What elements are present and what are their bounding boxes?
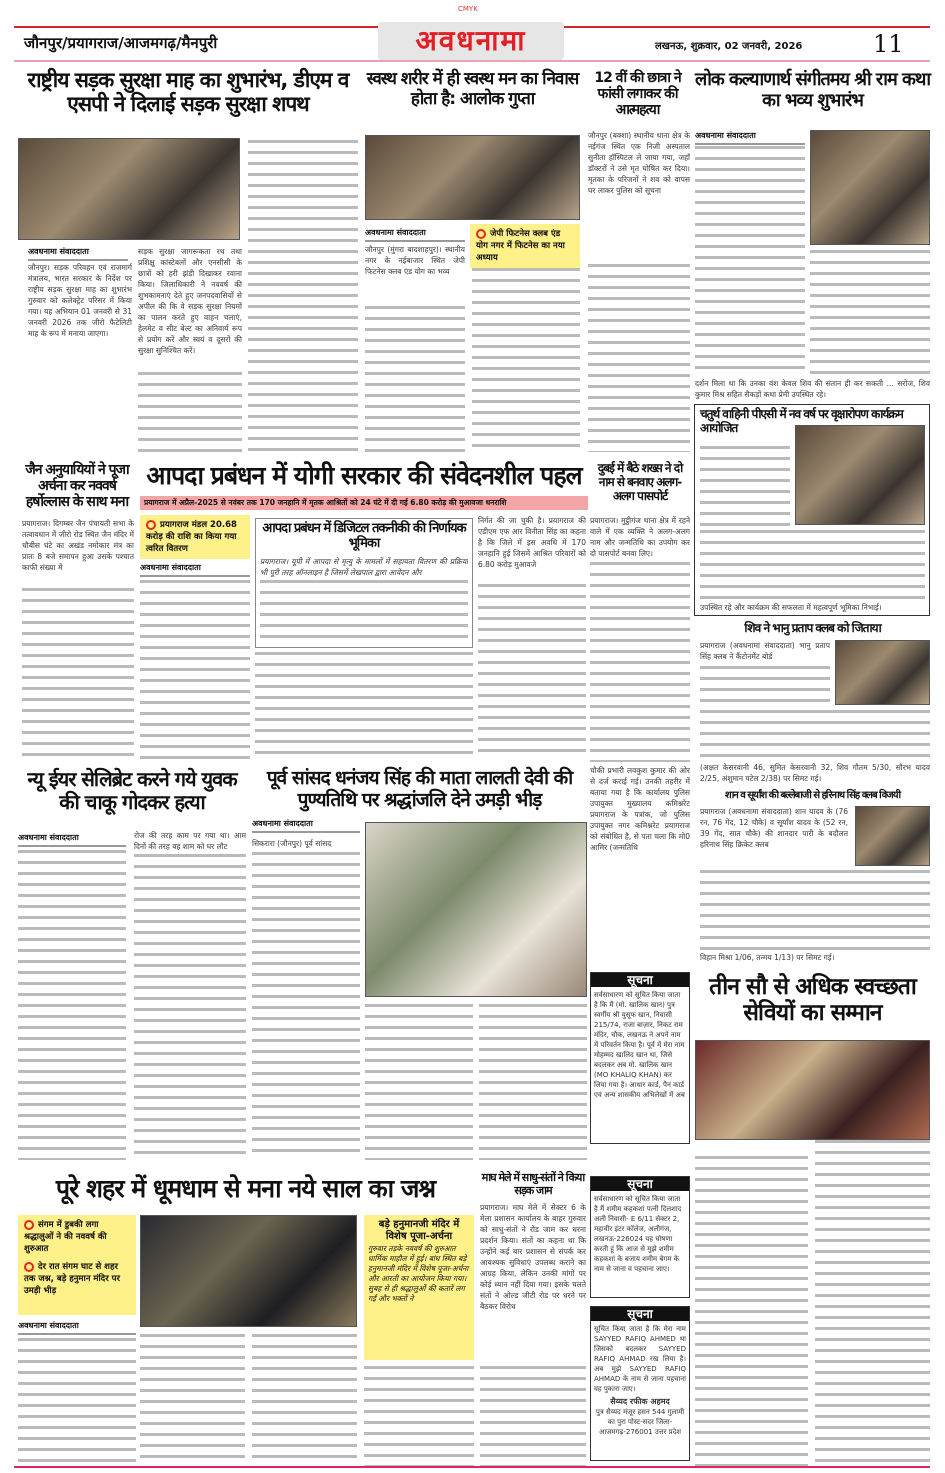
text-column xyxy=(700,530,925,600)
bullet-item xyxy=(24,1219,130,1255)
text-column xyxy=(700,446,790,526)
text-column xyxy=(590,562,690,762)
photo-swachhta xyxy=(695,1040,930,1140)
notice-text: सर्वसाधारण को सूचित किया जाता है कि मैं (मो. खालिक खान) पुत्र स्वर्गीय श्री युसूफ खान, निवासी 215/74, राजा बाज़ार, निकट राम मंदिर, चौक, लखनऊ ने अपने नाम में परिवर्तन किया है। पूर्व में मेरा नाम मोहम्मद खालिद खान था, जिसे बदलकर अब मो. खालिक खान (MO KHALIQ KHAN) कर लिया गया है। आधार कार्ड, पैन कार्ड एवं अन्य शासकीय अभिलेखों में अब xyxy=(594,991,685,1099)
headline-shiv: शिव ने भानु प्रताप क्लब को जिताया xyxy=(744,621,881,635)
text-column xyxy=(18,850,126,1160)
byline: अवधनामा संवाददाता xyxy=(365,227,465,242)
story-text: (अक्षत केसरवानी 46, सुमित केसरवानी 32, शिव गौतम 5/30, सौरभ यादव 2/25, अंशुमान पटेल 2/38) पर सिमट गई। xyxy=(700,763,930,783)
photo-gym xyxy=(365,135,580,220)
photo-dhananjay xyxy=(365,822,587,997)
headline-disaster: आपदा प्रबंधन में योगी सरकार की संवेदनशील पहल xyxy=(146,461,582,490)
notice-address: पुत्र सैय्यद मंजूर हसन 544 गुलामी का पुरा पोस्ट-सदर जिला-आजमगढ़-276001 उत्तर प्रदेश xyxy=(595,1408,685,1436)
photo-road-safety xyxy=(18,138,240,240)
text-column xyxy=(695,146,805,376)
notice-title: सूचना xyxy=(591,973,689,987)
story-text: विहान मिश्रा 1/06, तन्मय 1/13) पर सिमट गई। xyxy=(700,953,835,962)
byline: अवधनामा संवाददाता xyxy=(140,562,250,577)
bullet-text: संगम में डुबकी लगा श्रद्धालुओं ने की नववर्ष की शुरुआत xyxy=(24,1220,107,1254)
text-column xyxy=(700,710,930,760)
logo-text: अवधनामा xyxy=(415,24,527,57)
bullet-ring-icon xyxy=(146,520,156,530)
story-text: प्रयागराज। मुट्ठीगंज थाना क्षेत्र में रहने वाले में एक व्यक्ति ने अलग-अलग नाम और जन्मतिथि का उपयोग कर दो पासपोर्ट बनवा लिए। xyxy=(590,516,690,558)
hanuman-box xyxy=(364,1215,474,1360)
dateline: लखनऊ, शुक्रवार, 02 जनवरी, 2026 xyxy=(655,41,803,52)
notice-box xyxy=(590,1176,690,1298)
story-text: प्रयागराज। माघ मेले में सेक्टर 6 के मेला प्रशासन कार्यालय के बाहर गुरुवार को साधु-संतों ने रोड जाम कर धरना प्रदर्शन किया। संतों का कहना था कि उन्होंने कई बार प्रशासन से संपर्क कर आवश्यक सुविधाएं उपलब्ध कराने का आग्रह किया, लेकिन उनकी मांगों पर कोई ध्यान नहीं दिया गया। इसके चलते संतों ने ओल्ड जीटी रोड पर धरने पर बैठकर विरोध xyxy=(480,1203,586,1311)
byline: अवधनामा संवाददाता xyxy=(695,130,805,145)
text-column xyxy=(700,870,930,950)
photo-new-year xyxy=(140,1215,357,1327)
text-column xyxy=(815,1140,930,1466)
headline-pac: चतुर्थ वाहिनी पीएसी में नव वर्ष पर वृक्षारोपण कार्यक्रम आयोजित xyxy=(700,407,903,435)
story-text: रोज की तरह काम पर गया था। आम दिनों की तरह वह शाम को घर लौट xyxy=(134,831,246,851)
notice-text: सर्वसाधारण को सूचित किया जाता है मैं शमीम कहकशां पत्नी दिलशाद अली निवासी- E 6/11 सेक्टर 2, महावीर इंटर कॉलेज, अलीगंज, लखनऊ-226024 यह घोषणा करती हूं कि आज से मुझे शमीम कहकशां के बजाय शमीम बेगम के नाम से जाना व पहचाना जाए। xyxy=(594,1195,682,1273)
byline: अवधनामा संवाददाता xyxy=(252,818,360,833)
story-text: निर्गत की जा चुकी है। प्रयागराज की एडीएम एफ आर विनीता सिंह का कहना है कि जिले में इस अवधि में 170 जनहानि हुई जिसमें आश्रित परिवारों को 6.80 करोड़ मुआवजे xyxy=(478,516,586,569)
photo-ram-katha xyxy=(810,130,930,245)
text-column xyxy=(248,140,358,452)
headline-swachhta: तीन सौ से अधिक स्वच्छता सेवियों का सम्मान xyxy=(709,974,916,1027)
story-text: उपस्थित रहे और कार्यक्रम की सफलता में महत्वपूर्ण भूमिका निभाई। xyxy=(700,603,882,612)
text-column xyxy=(138,372,242,452)
highlight-text: जेपी फिटनेस क्लब एंड योग नगर में फिटनेस का नया अध्याय xyxy=(476,229,565,263)
bullet-text: देर रात संगम घाट से शहर तक जश्न, बड़े हनुमान मंदिर पर उमड़ी भीड़ xyxy=(24,1262,120,1296)
story-text: प्रयागराज (अवधनामा संवाददाता) शान यादव के (76 रन, 76 गेंद, 12 चौके) व सूर्यांश यादव के (52 रन, 39 गेंद, सात चौके) की शानदार पारी के बदौलत हरिनाथ सिंह क्रिकेट क्लब xyxy=(700,807,848,849)
bullet-ring-icon xyxy=(24,1220,34,1230)
text-column xyxy=(472,268,580,452)
notice-signature: सैय्यद रफीक अहमद xyxy=(610,1397,670,1406)
text-column xyxy=(695,1156,808,1466)
headline-alok-gupta: स्वस्थ शरीर में ही स्वस्थ मन का निवास होता है: आलोक गुप्ता xyxy=(366,69,579,109)
notice-title: सूचना xyxy=(591,1307,689,1321)
story-text: जौनपुर। सड़क परिवहन एवं राजमार्ग मंत्रालय, भारत सरकार के निर्देश पर राष्ट्रीय सड़क सुरक्षा माह का शुभारंभ गुरुवार को कलेक्ट्रेट परिसर में किया गया। यह अभियान 01 जनवरी से 31 जनवरी 2026 तक जीरो फैटेलिटी माह के रूप में मनाया जाएगा। xyxy=(28,263,132,338)
highlight-box xyxy=(470,224,580,268)
cmyk-mark: CMYK xyxy=(458,5,478,13)
text-column xyxy=(140,580,250,760)
text-column xyxy=(364,1366,474,1466)
highlight-text: प्रयागराज मंडल 20.68 करोड़ की राशि का किया गया त्वरित वितरण xyxy=(146,520,237,554)
text-column xyxy=(810,250,930,376)
text-column xyxy=(252,852,360,1160)
box-title: आपदा प्रबंधन में डिजिटल तकनीकी की निर्णायक भूमिका xyxy=(262,521,466,551)
text-column xyxy=(134,854,246,1160)
box-text: गुरुवार तड़के नववर्ष की शुरुआत धार्मिक माहौल में हुई। बांध स्थित बड़े हनुमानजी मंदिर में विशेष पूजा-अर्चना और आरती का आयोजन किया गया। सुबह से ही श्रद्धालुओं की कतारें लग गईं और भक्तों ने xyxy=(368,1244,469,1303)
headline-suicide: 12 वीं की छात्रा ने फांसी लगाकर की आत्महत्या xyxy=(594,70,681,119)
byline: अवधनामा संवाददाता xyxy=(18,832,126,847)
text-column xyxy=(255,652,473,758)
story-text: चौकी प्रभारी लवकुश कुमार की ओर से दर्ज कराई गई। उनकी तहरीर में बताया गया है कि कार्यालय पुलिस उपायुक्त मुख्यालय कमिश्नरेट प्रयागराज के पत्रांक, जो पुलिस उपायुक्त नगर कमिश्नरेट प्रयागराज को संबोधित है, से पता चला कि मो0 आमिर (जन्मतिथि xyxy=(590,766,690,852)
story-text: प्रयागराज (अवधनामा संवाददाता) भानु प्रताप सिंह क्लब ने कैंटोनमेंट बोर्ड xyxy=(700,641,830,661)
story-text: सिकरारा (जौनपुर) पूर्व सांसद xyxy=(252,839,332,848)
story-text: जौनपुर (मुंगरा बादशाहपुर)। स्थानीय नगर के नईबाजार स्थित जेपी फिटनेस क्लब एंड योग का भव्य xyxy=(365,245,465,276)
headline-magh-mela: माघ मेले में साधु-संतों ने किया सड़क जाम xyxy=(481,1171,585,1197)
byline: अवधनामा संवाददाता xyxy=(18,1320,136,1335)
page-number: 11 xyxy=(873,30,904,58)
headline-shaan: शान व सूर्यांश की बल्लेबाजी से हरिनाथ सिंह क्लब विजयी xyxy=(724,790,901,801)
text-column xyxy=(588,264,690,452)
notice-text: सूचित किया जाता है कि मेरा नाम SAYYED RAFIQ AHMED था जिसको बदलकर SAYYED RAFIQ AHMAD रख लिया है। अब मुझे SAYYED RAFIQ AHMAD के नाम से जाना पहचाना वह पुकारा जाए। xyxy=(594,1325,686,1393)
highlight-box xyxy=(18,1215,136,1315)
headline-jain: जैन अनुयायियों ने पूजा अर्चना कर नववर्ष हर्षोल्लास के साथ मना xyxy=(25,462,129,511)
headline-road-safety: राष्ट्रीय सड़क सुरक्षा माह का शुभारंभ, डीएम व एसपी ने दिलाई सड़क सुरक्षा शपथ xyxy=(27,68,349,117)
box-title: बड़े हनुमानजी मंदिर में विशेष पूजा-अर्चना xyxy=(378,1219,460,1242)
text-column xyxy=(700,666,830,706)
text-column xyxy=(140,1334,245,1466)
notice-title: सूचना xyxy=(591,1177,689,1191)
text-column xyxy=(479,1004,587,1160)
headline-murder: न्यू ईयर सेलिब्रेट करने गये युवक की चाकू गोदकर हत्या xyxy=(27,767,237,814)
text-column xyxy=(252,1334,357,1466)
edition-label: जौनपुर/प्रयागराज/आजमगढ़/मैनपुरी xyxy=(24,34,218,52)
logo xyxy=(378,22,564,60)
bottom-rule xyxy=(14,60,930,62)
byline: अवधनामा संवाददाता xyxy=(28,246,128,261)
photo-shiv xyxy=(835,640,930,705)
footer-rule xyxy=(14,1466,930,1468)
story-text: दर्शन मिला था कि उनका वंश केवल शिव की संतान ही कर सकती … सरोज, शिव कुमार मिश्र सहित सैकड़ों कथा प्रेमी उपस्थित रहे। xyxy=(695,379,930,399)
bullet-ring-icon xyxy=(24,1262,34,1272)
headline-new-year: पूरे शहर में धूमधाम से मना नये साल का जश्न xyxy=(55,1174,436,1203)
disaster-banner: प्रयागराज में अप्रैल-2025 से नवंबर तक 170 जनहानि में मृतक आश्रितों को 24 घंटे में दी गई 6.80 करोड़ की मुआवजा धनराशि xyxy=(140,496,588,510)
bullet-item xyxy=(24,1261,130,1297)
text-column xyxy=(365,1004,473,1160)
text-column xyxy=(365,306,465,452)
photo-pac xyxy=(795,425,925,525)
headline-dhananjay: पूर्व सांसद धनंजय सिंह की माता लालती देवी की पुण्यतिथि पर श्रद्धांजलि देने उमड़ी भीड़ xyxy=(266,767,573,811)
text-column xyxy=(260,580,468,644)
text-column xyxy=(478,584,586,758)
story-text: जौनपुर (बक्शा) स्थानीय थाना क्षेत्र के नईगंज स्थित एक निजी अस्पताल सुनीता हॉस्पिटल ले जाया गया, जहाँ डॉक्टरों ने उसे मृत घोषित कर दिया। मृतका के परिजनों ने शव को वापस घर लाकर पुलिस को सूचना xyxy=(588,131,690,195)
highlight-box xyxy=(140,515,250,559)
notice-box xyxy=(590,1306,690,1461)
headline-ram-katha: लोक कल्याणार्थ संगीतमय श्री राम कथा का भव्य शुभारंभ xyxy=(695,69,930,111)
box-text: प्रयागराज। यूपी में आपदा से मृत्यु के मामलों में सहायता वितरण की प्रक्रिया भी पूरी तरह ऑनलाइन है जिसमें लेखपाल द्वारा आवेदन और xyxy=(260,557,468,577)
headline-dubai: दुबई में बैठे शख्स ने दो नाम से बनवाए अलग-अलग पासपोर्ट xyxy=(597,461,683,503)
text-column xyxy=(480,1366,586,1466)
text-column xyxy=(22,588,134,758)
story-text: प्रयागराज। दिगम्बर जैन पंचायती सभा के तत्वावधान में जीरो रोड स्थित जैन मंदिर में चौबीस घंटे का अखंड नमोकार मंत्र का प्रातः 8 बजे समापन हुआ उसके पश्चात काफी संख्या में xyxy=(22,519,134,572)
text-column xyxy=(18,1338,136,1466)
photo-shaan xyxy=(855,806,930,866)
bullet-ring-icon xyxy=(476,229,486,239)
notice-box xyxy=(590,972,690,1144)
story-text: सड़क सुरक्षा जागरूकता रथ तथा प्रशिक्षु कांस्टेबलों और एनसीसी के छात्रों को हरी झंडी दिखाकर रवाना किया। जिलाधिकारी ने नववर्ष की शुभकामनाएं देते हुए जनपदवासियों से अपील की कि वे सड़क सुरक्षा नियमों का पालन करते हुए वाहन चलाएं, हेलमेट व सीट बेल्ट का अनिवार्य रूप से प्रयोग करें और स्वयं व दूसरों की सुरक्षा सुनिश्चित करें। xyxy=(138,247,242,355)
